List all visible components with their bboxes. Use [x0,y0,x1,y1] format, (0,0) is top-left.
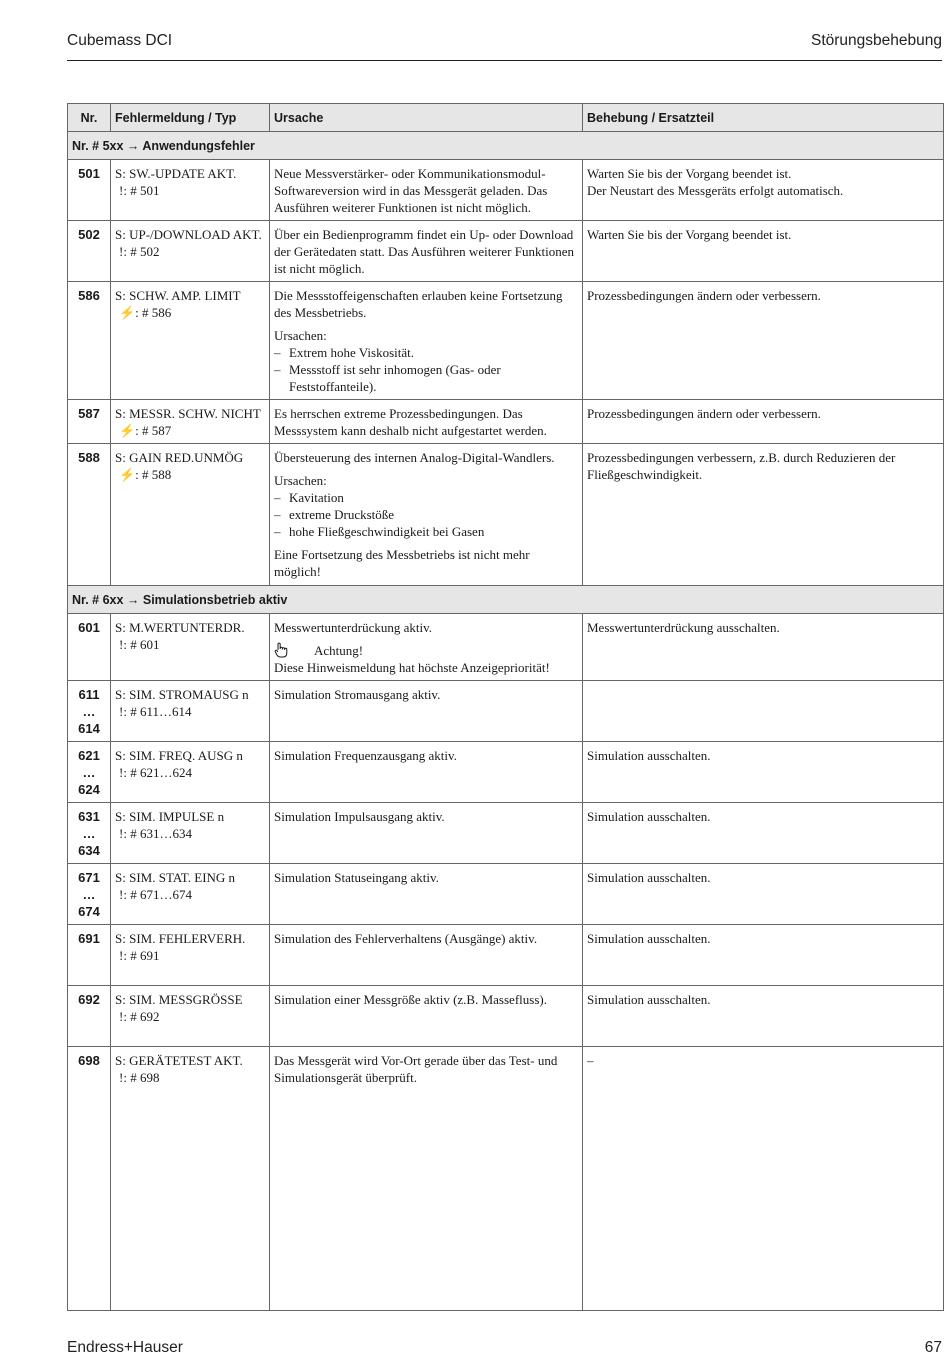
header-product-name: Cubemass DCI [67,32,173,49]
message-type: !: # 691 [119,948,160,963]
message-text: S: SIM. MESSGRÖSSE [115,992,243,1007]
message-type: !: # 501 [119,183,160,198]
error-message [111,925,270,986]
table-row [68,803,944,864]
cause-text: Übersteuerung des internen Analog-Digital-Wandlers. [274,450,555,465]
error-cause [270,614,583,681]
message-type: !: # 601 [119,637,160,652]
error-number [68,864,111,925]
pointing-hand-icon [274,642,314,659]
table-row [68,400,944,444]
error-message [111,986,270,1047]
cause-list-item: – Extrem hohe Viskosität. [274,344,578,361]
message-text: S: SIM. STAT. EING n [115,870,236,885]
table-row [68,221,944,282]
error-remedy: Simulation ausschalten. [583,803,944,864]
col-header-message: Fehlermeldung / Typ [111,104,270,132]
table-row [68,282,944,400]
cause-list [274,344,578,395]
error-cause: Neue Messverstärker- oder Kommunikationsmodul-Softwareversion wird in das Messgerät geladen. Das Ausführen weiterer Funktionen ist nicht möglich. [270,160,583,221]
group-title-5xx: Nr. # 5xx → Anwendungsfehler [68,132,944,160]
error-remedy: Prozessbedingungen ändern oder verbessern. [583,400,944,444]
table-row [68,1047,944,1311]
nr-range-end: 614 [78,721,100,736]
error-cause: Simulation Statuseingang aktiv. [270,864,583,925]
error-remedy: Prozessbedingungen verbessern, z.B. durch Reduzieren der Fließgeschwindigkeit. [583,444,944,586]
table-row [68,986,944,1047]
cause-text: Messwertunterdrückung aktiv. [274,620,433,635]
error-number: 588 [68,444,111,586]
error-cause: Simulation des Fehlerverhaltens (Ausgänge) aktiv. [270,925,583,986]
cause-text: Eine Fortsetzung des Messbetriebs ist nicht mehr möglich! [274,547,530,579]
error-cause [270,444,583,586]
message-type: !: # 502 [119,244,160,259]
error-remedy [583,160,944,221]
table-row [68,925,944,986]
nr-range-end: 634 [78,843,100,858]
error-message [111,221,270,282]
error-remedy: Simulation ausschalten. [583,986,944,1047]
table-row [68,742,944,803]
message-text: S: GERÄTETEST AKT. [115,1053,243,1068]
cause-list-heading: Ursachen: [274,328,327,343]
message-type: !: # 698 [119,1070,160,1085]
table-row [68,160,944,221]
message-text: S: M.WERTUNTERDR. [115,620,245,635]
error-message [111,614,270,681]
table-row [68,864,944,925]
error-remedy: Messwertunterdrückung ausschalten. [583,614,944,681]
table-header-row [68,104,944,132]
message-type: ⚡: # 586 [119,305,172,320]
page-number: 67 [924,1339,942,1356]
error-number: 601 [68,614,111,681]
col-header-cause: Ursache [270,104,583,132]
error-number [68,681,111,742]
error-message [111,444,270,586]
error-cause: Das Messgerät wird Vor-Ort gerade über das Test- und Simulationsgerät überprüft. [270,1047,583,1311]
error-number: 692 [68,986,111,1047]
col-header-remedy: Behebung / Ersatzteil [583,104,944,132]
error-number: 501 [68,160,111,221]
error-number: 587 [68,400,111,444]
error-number: 502 [68,221,111,282]
cause-text: Die Messstoffeigenschaften erlauben keine Fortsetzung des Messbetriebs. [274,288,563,320]
error-cause: Simulation Stromausgang aktiv. [270,681,583,742]
message-text: S: MESSR. SCHW. NICHT [115,406,261,421]
error-message [111,742,270,803]
table-row [68,614,944,681]
error-remedy: Warten Sie bis der Vorgang beendet ist. [583,221,944,282]
error-remedy: – [583,1047,944,1311]
message-type: ⚡: # 587 [119,423,172,438]
note-text: Diese Hinweismeldung hat höchste Anzeigepriorität! [274,660,550,675]
error-remedy: Prozessbedingungen ändern oder verbessern. [583,282,944,400]
message-text: S: SIM. STROMAUSG n [115,687,249,702]
nr-range-dots: … [82,887,96,902]
error-message [111,864,270,925]
cause-list-item: – Kavitation [274,489,578,506]
error-message [111,282,270,400]
error-number [68,803,111,864]
cause-list-heading: Ursachen: [274,473,327,488]
table-row [68,444,944,586]
message-type: !: # 671…674 [119,887,192,902]
remedy-line: Der Neustart des Messgeräts erfolgt automatisch. [587,183,844,198]
message-type: !: # 692 [119,1009,160,1024]
error-message-table [67,103,944,1311]
nr-range-dots: … [82,765,96,780]
nr-range-end: 624 [78,782,100,797]
error-cause [270,282,583,400]
footer-company: Endress+Hauser [67,1339,183,1356]
note-label: Achtung! [314,643,364,658]
message-type: ⚡: # 588 [119,467,172,482]
error-message [111,1047,270,1311]
message-text: S: GAIN RED.UNMÖG [115,450,244,465]
error-cause: Es herrschen extreme Prozessbedingungen. Das Messsystem kann deshalb nicht aufgestartet werden. [270,400,583,444]
message-text: S: SW.-UPDATE AKT. [115,166,237,181]
remedy-line: Warten Sie bis der Vorgang beendet ist. [587,166,792,181]
message-text: S: SIM. FREQ. AUSG n [115,748,243,763]
error-message [111,400,270,444]
nr-range-dots: … [82,826,96,841]
message-type: !: # 611…614 [119,704,192,719]
error-cause: Simulation einer Messgröße aktiv (z.B. Massefluss). [270,986,583,1047]
message-text: S: SCHW. AMP. LIMIT [115,288,241,303]
nr-range-start: 671 [78,870,100,885]
error-remedy [583,681,944,742]
group-row-5xx [68,132,944,160]
error-remedy: Simulation ausschalten. [583,864,944,925]
header-section-title: Störungsbehebung [810,32,942,49]
message-text: S: SIM. FEHLERVERH. [115,931,246,946]
error-cause: Simulation Impulsausgang aktiv. [270,803,583,864]
nr-range-start: 611 [78,687,100,702]
error-message [111,160,270,221]
error-number: 691 [68,925,111,986]
cause-list [274,489,578,540]
error-number: 586 [68,282,111,400]
error-message [111,681,270,742]
cause-list-item: – hohe Fließgeschwindigkeit bei Gasen [274,523,578,540]
message-text: S: UP-/DOWNLOAD AKT. [115,227,262,242]
group-row-6xx [68,586,944,614]
message-text: S: SIM. IMPULSE n [115,809,225,824]
message-type: !: # 621…624 [119,765,192,780]
table-row [68,681,944,742]
group-title-6xx: Nr. # 6xx → Simulationsbetrieb aktiv [68,586,944,614]
error-remedy: Simulation ausschalten. [583,742,944,803]
error-cause: Simulation Frequenzausgang aktiv. [270,742,583,803]
nr-range-start: 631 [78,809,100,824]
error-remedy: Simulation ausschalten. [583,925,944,986]
cause-list-item: – extreme Druckstöße [274,506,578,523]
message-type: !: # 631…634 [119,826,192,841]
col-header-nr: Nr. [68,104,111,132]
nr-range-start: 621 [78,748,100,763]
nr-range-end: 674 [78,904,100,919]
warning-note [274,642,578,676]
error-number: 698 [68,1047,111,1311]
error-message [111,803,270,864]
error-cause: Über ein Bedienprogramm findet ein Up- oder Download der Gerätedaten statt. Das Ausführen weiterer Funktionen ist nicht möglich. [270,221,583,282]
page-header [67,32,942,61]
nr-range-dots: … [82,704,96,719]
cause-list-item: – Messstoff ist sehr inhomogen (Gas- oder Feststoffanteile). [274,361,578,395]
error-number [68,742,111,803]
